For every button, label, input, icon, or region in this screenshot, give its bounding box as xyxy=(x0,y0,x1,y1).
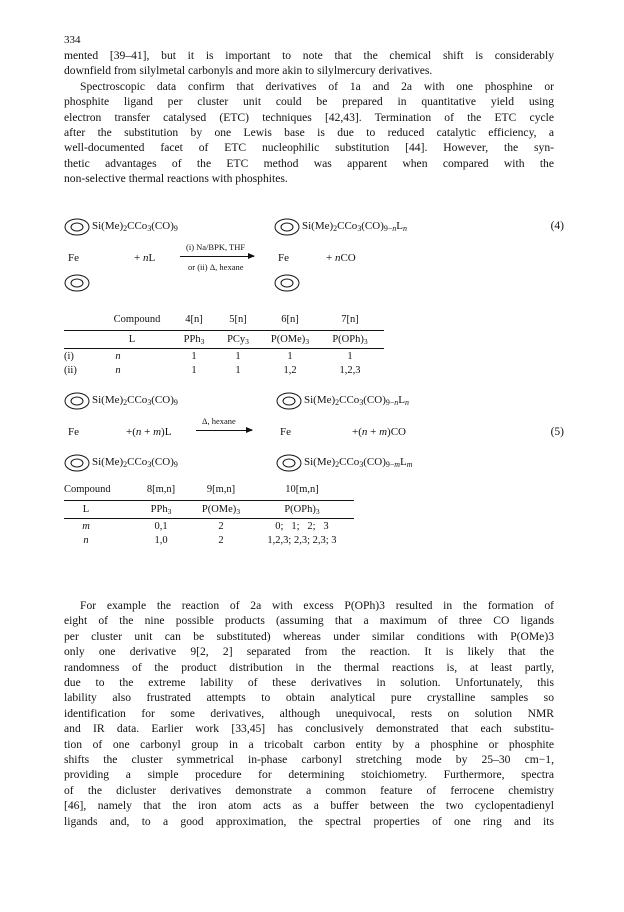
reactant-formula: $Si(Me)_2CCo_3(CO)_9$ xyxy=(92,220,178,233)
text-line: eight of the nine possible products (assuming that a maximum of three CO ligands xyxy=(64,614,554,628)
equation-number: (4) xyxy=(550,220,564,232)
byproduct-text: + nCO xyxy=(326,252,356,264)
table-cell: (ii) xyxy=(64,365,77,376)
reaction-scheme-5 xyxy=(64,392,564,592)
iron-label: Fe xyxy=(278,252,289,264)
body-text-upper xyxy=(64,48,554,187)
text-line: shifts the cluster symmetrical in-phase carbonyl stretching mode by 25–30 cm−1, xyxy=(64,753,554,767)
text-line: per cluster unit can be substituted) whereas under similar conditions with P(OMe)3 xyxy=(64,629,554,643)
table-cell: $P(OPh)_3$ xyxy=(332,334,368,346)
text-line: [46], namely that the iron atom acts as a buffer between the two cyclopentadienyl xyxy=(64,799,554,813)
reaction-scheme-4 xyxy=(64,218,564,378)
table-header: 7[n] xyxy=(341,314,359,325)
table-cell: n xyxy=(83,535,89,546)
text-line: randomness of the product distribution in the thermal reactions is, at least partly, xyxy=(64,660,554,674)
table-header: 10[m,n] xyxy=(285,484,319,495)
table-cell: $P(OPh)_3$ xyxy=(284,504,320,516)
condition-text: Δ, hexane xyxy=(202,416,236,426)
table-header: 5[n] xyxy=(229,314,247,325)
text-line: For example the reaction of 2a with excess P(OPh)3 resulted in the formation of xyxy=(80,599,554,612)
body-text-lower xyxy=(64,598,554,829)
cyclopentadienyl-ring-icon xyxy=(274,218,300,236)
byproduct-text: +(n + m)CO xyxy=(352,426,406,438)
text-line: due to the extreme lability of these derivatives in solution. Unfortunately, this xyxy=(64,676,554,690)
text-line: after the substitution by one Lewis base is due to reduced catalytic efficiency, a xyxy=(64,126,554,140)
table-cell: n xyxy=(115,351,121,362)
text-line: of the dicluster derivatives demonstrate a common feature of ferrocene chemistry xyxy=(64,783,554,797)
table-cell: 2 xyxy=(218,535,224,546)
text-line: mented [39–41], but it is important to note that the chemical shift is considerably xyxy=(64,49,554,62)
table-cell: 1 xyxy=(191,365,197,376)
table-header: 8[m,n] xyxy=(146,484,176,495)
text-line: identification for some derivatives, although unequivocal, rests on solution NMR xyxy=(64,706,554,720)
table-rule xyxy=(64,500,354,501)
text-line: downfield from silylmetal carbonyls and more akin to silylmercury derivatives. xyxy=(64,64,433,78)
reaction-arrow xyxy=(180,256,254,257)
table-rule xyxy=(64,348,384,349)
text-line: lability also frustrated attempts to obtain analytical pure crystalline samples so xyxy=(64,691,554,705)
equation-number: (5) xyxy=(550,426,564,438)
text-line: well-documented facet of ETC nucleophilic substitution [44]. However, the syn- xyxy=(64,141,554,155)
table-rule xyxy=(64,330,384,331)
text-line: phosphite ligand per cluster unit could be prepared in quantitative yield using xyxy=(64,95,554,109)
text-line: thetic advantages of the ETC method was apparent when compared with the xyxy=(64,156,554,170)
product-formula: $Si(Me)_2CCo_3(CO)_{9-n}L_n$ xyxy=(302,220,407,233)
table-cell: PPh$_3$ xyxy=(150,504,172,516)
table-cell: 2 xyxy=(218,521,224,532)
table-cell: 1 xyxy=(287,351,293,362)
reagent-text: +(n + m)L xyxy=(126,426,172,438)
reactant-formula: $Si(Me)_2CCo_3(CO)_9$ xyxy=(92,394,178,407)
text-line: ligands and, to a good approximation, the spectral properties of one ring and its xyxy=(64,814,554,828)
text-line: providing a simple procedure for determining stoichiometry. Furthermore, spectra xyxy=(64,768,554,782)
table-cell: 1 xyxy=(235,365,241,376)
table-cell: PPh$_3$ xyxy=(183,334,205,346)
table-cell: n xyxy=(115,365,121,376)
text-line: tion of one carbonyl group in a tricobalt carbon entity by a phosphine or phosphite xyxy=(64,737,554,751)
table-header: Compound xyxy=(64,484,111,495)
table-cell: $P(OMe)_3$ xyxy=(270,334,310,346)
cyclopentadienyl-ring-icon xyxy=(274,274,300,292)
table-cell: 1 xyxy=(235,351,241,362)
text-line: Spectroscopic data confirm that derivatives of 1a and 2a with one phosphine or xyxy=(80,79,554,93)
iron-label: Fe xyxy=(280,426,291,438)
table-rule xyxy=(64,518,354,519)
table-cell: 0; 1; 2; 3 xyxy=(275,521,329,532)
table-cell: 1 xyxy=(191,351,197,362)
product-formula-top: $Si(Me)_2CCo_3(CO)_{9-n}L_n$ xyxy=(304,394,409,407)
table-cell: L xyxy=(128,334,136,345)
cyclopentadienyl-ring-icon xyxy=(276,454,302,472)
page-number: 334 xyxy=(64,34,81,46)
condition-top: (i) Na/BPK, THF xyxy=(186,242,246,252)
cyclopentadienyl-ring-icon xyxy=(276,392,302,410)
table-cell: (i) xyxy=(64,351,74,362)
text-line: and IR data. Earlier work [33,45] has conclusively demonstrated that each substitu- xyxy=(64,722,554,736)
table-header: 4[n] xyxy=(185,314,203,325)
table-header: 9[m,n] xyxy=(206,484,236,495)
reactant-formula: $Si(Me)_2CCo_3(CO)_9$ xyxy=(92,456,178,469)
cyclopentadienyl-ring-icon xyxy=(64,454,90,472)
table-header: 6[n] xyxy=(281,314,299,325)
product-formula-bottom: $Si(Me)_2CCo_3(CO)_{9-m}L_m$ xyxy=(304,456,413,469)
table-cell: PCy$_3$ xyxy=(227,334,249,346)
table-cell: 0,1 xyxy=(154,521,168,532)
iron-label: Fe xyxy=(68,426,79,438)
cyclopentadienyl-ring-icon xyxy=(64,218,90,236)
iron-label: Fe xyxy=(68,252,79,264)
table-cell: 1,0 xyxy=(154,535,168,546)
table-cell: 1,2 xyxy=(283,365,297,376)
table-cell: 1 xyxy=(347,351,353,362)
table-cell: m xyxy=(82,521,90,532)
condition-bottom: or (ii) Δ, hexane xyxy=(188,262,244,272)
reaction-arrow xyxy=(196,430,252,431)
text-line: electron transfer catalysed (ETC) techniques [42,43]. Termination of the ETC cycle xyxy=(64,110,554,124)
text-line: only one derivative 9[2, 2] separated from the reaction. It is likely that the xyxy=(64,645,554,659)
table-cell: $P(OMe)_3$ xyxy=(201,504,241,516)
table-cell: 1,2,3; 2,3; 2,3; 3 xyxy=(267,535,337,546)
table-header: Compound xyxy=(113,314,161,325)
table-cell: 1,2,3 xyxy=(339,365,361,376)
cyclopentadienyl-ring-icon xyxy=(64,274,90,292)
text-line: non-selective thermal reactions with phosphites. xyxy=(64,172,288,186)
table-cell: L xyxy=(82,504,90,515)
reagent-text: + nL xyxy=(134,252,156,264)
cyclopentadienyl-ring-icon xyxy=(64,392,90,410)
